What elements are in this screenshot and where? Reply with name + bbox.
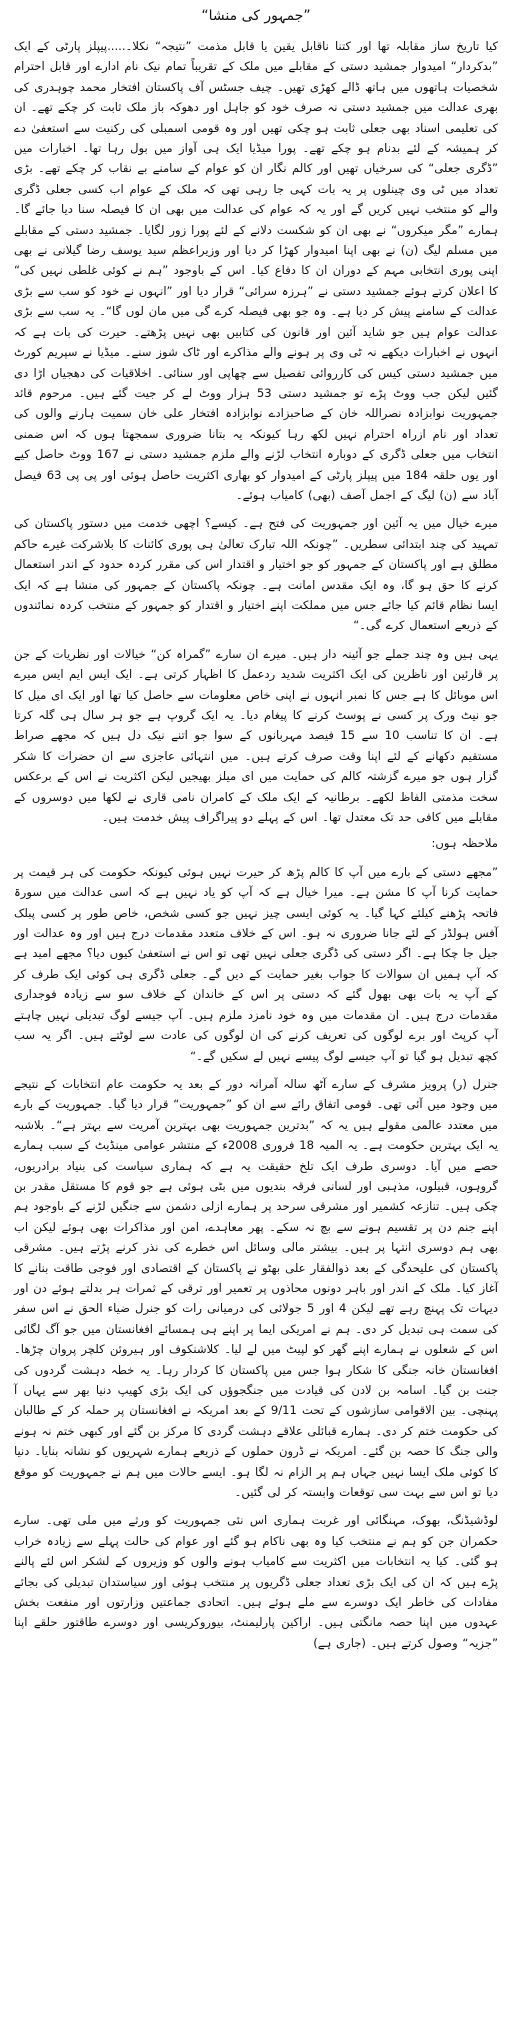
- article-title: ”جمہور کی منشا“: [201, 8, 311, 24]
- article-body: [14, 36, 498, 1653]
- paragraph-2: میرے خیال میں یہ آئین اور جمہوریت کی فتح ہے۔ کیسے؟ اچھی خدمت میں دستور پاکستان کی تمہید کی چند ابتدائی سطریں۔ ”چونکہ اللہ تبارک تعالیٰ ہی پوری کائنات کا بلاشرکت غیرے حاکم مطلق ہے اور پاکستان کے جمہور کو جو اختیار و اقتدار اس کی مقرر کردہ حدود کے اندر استعمال کرنے کا حق ہو گا، وہ ایک مقدس امانت ہے۔ چونکہ پاکستان کے جمہور کی منشا ہے کہ ایک ایسا نظام قائم کیا جائے جس میں مملکت اپنے اختیار و اقتدار کو جمہور کے منتخب کردہ نمائندوں کے ذریعے استعمال کرے گی۔“: [14, 516, 498, 633]
- paragraph-7: لوڈشیڈنگ، بھوک، مہنگائی اور غربت ہماری اس نئی جمہوریت کو ورثے میں ملی تھی۔ سارے حکمران جن کو ہم نے منتخب کیا وہ بھی ناکام ہو گئے اور عوام کی حالت پہلے سے زیادہ خراب ہو گئی۔ کیا یہ انتخابات میں اکثریت سے کامیاب ہونے والوں کو وزیروں کے لشکر اس لئے پالنے پڑے ہیں کہ ان کی ایک بڑی تعداد جعلی ڈگریوں پر منتخب ہوئی اور سیاستدان تبدیلی کی بجائے مفادات کی خاطر ایک دوسرے سے ملے ہوئے ہیں۔ اتحادی جماعتیں وزارتوں اور منفعت بخش عہدوں میں اپنا حصہ مانگتی ہیں۔ اراکین پارلیمنٹ، بیوروکریسی اور دوسرے طاقتور حلقے اپنا ”جزیہ“ وصول کرتے ہیں۔ (جاری ہے): [14, 1513, 498, 1650]
- paragraph-4: ملاحظہ ہوں:: [431, 836, 498, 851]
- paragraph-6: جنرل (ر) پرویز مشرف کے سارے آٹھ سالہ آمرانہ دور کے بعد یہ حکومت عام انتخابات کے نتیجے میں وجود میں آئی تھی۔ قومی اتفاق رائے سے ان کو ”جمہوریت“ قرار دیا گیا۔ جمہوریت کے بارے میں معتدد عالمی مقولے ہیں یہ کہ ”بدترین جمہوریت بھی بہترین آمریت سے بہتر ہے“۔ بلاشبہ یہ ایک بہترین حکومت ہے۔ یہ المیہ 18 فروری 2008ء کے منتشر عوامی مینڈیٹ کے سبب ہمارے حصے میں آیا۔ دوسری طرف ایک تلخ حقیقت یہ ہے کہ ہماری سیاست کی بنیاد برادریوں، گروہوں، قبیلوں، مذہبی اور لسانی فرقہ بندیوں میں بٹی ہوئی ہے جو قوم کا مستقل مقدر بن چکی ہیں۔ تنازعہ کشمیر اور مشرقی سرحد پر ہمارے ازلی دشمن سے جنگیں لڑنے کے باوجود ہم اپنے جنم دن پر تقسیم ہونے سے بچ نہ سکے۔ پھر معاہدے، امن اور مذاکرات بھی ہوئے لیکن اب بھی ہم دوسری انتہا پر ہیں۔ بیشتر مالی وسائل اس خطرے کی نذر کرنے پڑتے ہیں۔ مشرقی پاکستان کی علیحدگی کے بعد ذوالفقار علی بھٹو نے پاکستان کے اقتصادی اور فوجی طاقت بنانے کا آغاز کیا۔ ملک کے اندر اور باہر دونوں محاذوں پر تعمیر اور ترقی کے ثمرات ہر بدلتے ہوئے دن اور دیہات تک پہنچ رہے تھے لیکن 4 اور 5 جولائی کی درمیانی رات کو جنرل ضیاء الحق نے اس سفر کی سمت ہی تبدیل کر دی۔ ہم نے امریکی ایما پر اپنے ہی ہمسائے افغانستان میں جو آگ لگائی اس کے شعلوں نے ہمارے اپنے گھر کو لپیٹ میں لے لیا۔ کلاشنکوف اور ہیروئن کلچر پروان چڑھا۔ افغانستان خانہ جنگی کا شکار ہوا جس میں پاکستان کا کردار رہا۔ یہ خطہ دہشت گردوں کی جنت بن گیا۔ اسامہ بن لادن کی قیادت میں جنگجوؤں کی ایک بڑی کھیپ دنیا بھر سے یہاں آ پہنچی۔ بین الاقوامی سازشوں کے تحت 9/11 کے بعد امریکہ نے افغانستان پر حملہ کر کے طالبان کی حکومت ختم کر دی۔ ہمارے قبائلی علاقے دہشت گردی کا مرکز بن گئے اور کبھی ختم نہ ہونے والی جنگ کا حصہ بن گئے۔ امریکہ نے ڈرون حملوں کے ذریعے ہمارے شہریوں کو نشانہ بنایا۔ دنیا کا کوئی ملک ایسا نہیں جہاں ہم پر الزام نہ لگا ہو۔ ایسے حالات میں ہم نے جمہوریت کو موقع دیا تو اس سے بہت سی توقعات وابستہ کر لی گئیں۔: [14, 1076, 499, 1500]
- paragraph-1: کیا تاریخ ساز مقابلہ تھا اور کتنا ناقابل یقین یا قابل مذمت ”نتیجہ“ نکلا۔.....پیپلز پارٹی کے ایک ”بدکردار“ امیدوار جمشید دستی کے مقابلے میں ملک کے تقریباً تمام نیک نام ادارے اور قابل احترام شخصیات ہاتھوں میں ہاتھ ڈالے کھڑی تھیں۔ چیف جسٹس آف پاکستان افتخار محمد چوہدری کی بھری عدالت میں جمشید دستی نہ صرف خود کو جاہل اور دھوکہ باز ملک ثابت کر چکے تھے۔ ان کی تعلیمی اسناد بھی جعلی ثابت ہو چکی تھیں اور وہ قومی اسمبلی کی رکنیت سے استعفیٰ دے کر ہمیشہ کے لئے بدنام ہو چکے تھے۔ پورا میڈیا ایک ہی آواز میں بول رہا تھا۔ اخبارات میں ”ڈگری جعلی“ کی سرخیاں تھیں اور کالم نگار ان کو عوام کے سامنے بے نقاب کر چکے تھے۔ بڑی تعداد میں ٹی وی چینلوں پر یہ بات کہی جا رہی تھی کہ ملک کے عوام اب کسی جعلی ڈگری والے کو منتخب نہیں کریں گے اور یہ کہ عوام کی عدالت میں بھی ان کا فیصلہ سنا دیا جائے گا۔ ہمارے ”مگر میکروں“ نے بھی ان کو شکست دلانے کے لئے پورا زور لگایا۔ جمشید دستی کے مقابلے میں مسلم لیگ (ن) نے بھی اپنا امیدوار کھڑا کر دیا اور وزیراعظم سید یوسف رضا گیلانی نے بھی اپنی پوری انتخابی مہم کے دوران ان کا دفاع کیا۔ اس کے باوجود ”ہم نے کوئی غلطی نہیں کی“ کا اعلان کرتے ہوئے جمشید دستی نے ”ہرزہ سرائی“ قرار دیا اور ”انہوں نے خود کو سب سے بڑی عدالت کے سامنے پیش کر دیا ہے۔ وہ جو بھی فیصلہ کرے گی میں مان لوں گا“۔ یہ سب سے بڑی عدالت عوام ہیں جو شاید آئین اور قانون کی کتابیں بھی نہیں پڑھتے۔ حیرت کی بات ہے کہ انہوں نے اخبارات دیکھے نہ ٹی وی پر ہونے والے مذاکرے اور ٹاک شوز سنے۔ میڈیا نے سپریم کورٹ میں جمشید دستی کیس کی کارروائی تفصیل سے چھاپی اور سنائی۔ اخلاقیات کی دھجیاں اڑا دی گئیں لیکن جب ووٹ پڑے تو جمشید دستی 53 ہزار ووٹ لے کر جیت گئے ہیں۔ مرحوم قائد جمہوریت نوابزادہ نصراللہ خان کے صاحبزادے نوابزادہ افتخار علی خان سمیت ہارنے والوں کی تعداد اور نام ازراہ احترام نہیں لکھ رہا کیونکہ یہ بتانا ضروری سمجھتا ہوں کہ اس ضمنی انتخاب میں جعلی ڈگری کے دوبارہ انتخاب لڑنے والے ملزم جمشید دستی نے 167 ووٹ حاصل کیے اور یوں حلقہ 184 میں پیپلز پارٹی کے امیدوار کو بھاری اکثریت حاصل ہوئی اور پی پی 63 فیصل آباد سے (ن) لیگ کے اجمل آصف (بھی) کامیاب ہوئے۔: [14, 39, 499, 502]
- paragraph-5: ”مجھے دستی کے بارے میں آپ کا کالم پڑھ کر حیرت نہیں ہوئی کیونکہ حکومت کی ہر قیمت پر حمایت کرنا آپ کا مشن ہے۔ میرا خیال ہے کہ آپ کو یاد نہیں ہے کہ اسی عدالت میں سورۃ فاتحہ پڑھنے کیلئے کہا گیا۔ یہ کوئی ایسی چیز نہیں جو کسی شخص، خاص طور پر کسی پبلک آفس ہولڈر کے لئے جانا ضروری نہ ہو۔ اس کے خلاف متعدد مقدمات درج ہیں اور وہ عدالت اور جیل جا چکا ہے۔ اگر دستی کی ڈگری جعلی نہیں تھی تو اس نے استعفیٰ کیوں دیا؟ مجھے امید ہے کہ آپ ہمیں ان سوالات کا جواب بغیر حمایت کے دیں گے۔ جعلی ڈگری ہی کوئی ایک طرف کر کے آپ یہ بات بھی بھول گئے کہ دستی پر اس کے خاندان کے خلاف سو سے زیادہ فوجداری مقدمات درج ہیں۔ ان مقدمات میں وہ خود نامزد ملزم ہیں۔ آپ جیسے لوگ تبدیلی نہیں چاہتے آپ کرپٹ اور برے لوگوں کی تعریف کرنے کی ان لوگوں کی عادت سے لوٹتے ہیں۔ اگر یہ سب کچھ تبدیل ہو گیا تو آپ جیسے لوگ پیسے نہیں لے سکیں گے۔“: [14, 864, 498, 1063]
- paragraph-3: یہی ہیں وہ چند جملے جو آئینہ دار ہیں۔ میرے ان سارے ”گمراہ کن“ خیالات اور نظریات کے جن پر قارئین اور ناظرین کی ایک اکثریت شدید ردعمل کا اظہار کرتی ہے۔ ایک ایس ایم ایس میرے اس موبائل کا ہے جس کا نمبر انہوں نے اپنی خاص معلومات سے حاصل کیا تھا اور ایک ای میل کا جو نیٹ ورک پر کسی نے پوسٹ کرنے کا پیغام دیا۔ یہ ایک گروپ ہے جو ہر سال ہی گلہ کرتا ہے۔ ان کا تناسب 10 سے 15 فیصد مہربانوں کے سوا جو اتنے نیک دل ہیں کہ مجھے صراط مستقیم دکھانے کے لئے اپنا وقت صرف کرتے ہیں۔ میں انتہائی عاجزی سے ان حضرات کا شکر گزار ہوں جو میرے گزشتہ کالم کی حمایت میں ای میلز بھیجیں لیکن اکثریت نے اس کے برعکس سخت مذمتی الفاظ لکھے۔ برطانیہ کے ایک ملک کے کامران نامی قاری نے لکھا میں دوسروں کے مقابلے میں کافی حد تک معتدل تھا۔ اس کے پہلے دو پیراگراف پیش خدمت ہیں۔: [14, 646, 499, 825]
